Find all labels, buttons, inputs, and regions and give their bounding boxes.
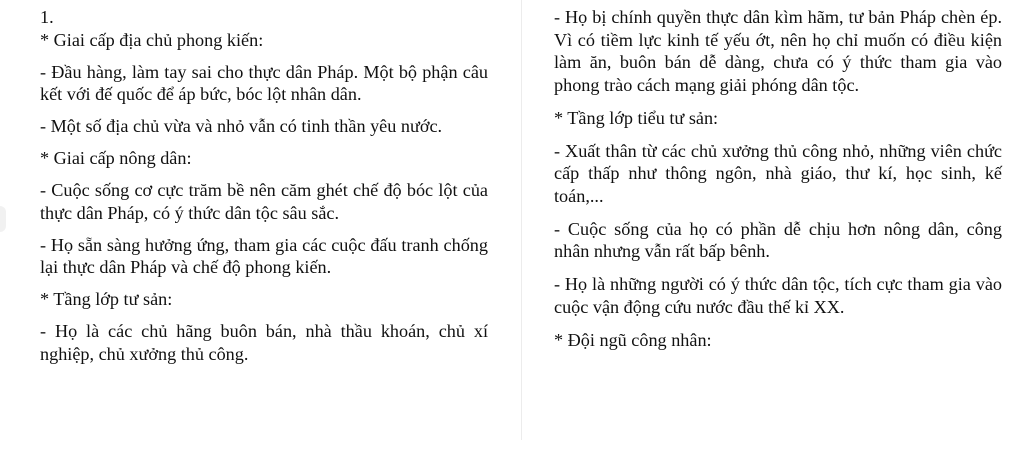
paragraph-petty-bourgeoisie-awareness: - Họ là những người có ý thức dân tộc, tích cực tham gia vào cuộc vận động cứu nước đầu thế kỉ XX. [554,274,1002,317]
paragraph-peasant-struggle: - Họ sẵn sàng hưởng ứng, tham gia các cuộc đấu tranh chống lại thực dân Pháp và chế độ phong kiến. [40,234,488,277]
paragraph-bourgeoisie-owners: - Họ là các chủ hãng buôn bán, nhà thầu khoán, chủ xí nghiệp, chủ xưởng thủ công. [40,321,488,364]
heading-working-class: * Đội ngũ công nhân: [554,329,712,350]
paragraph-bourgeoisie-suppression: - Họ bị chính quyền thực dân kìm hãm, tư bản Pháp chèn ép. Vì có tiềm lực kinh tế yếu ớt, nên họ chỉ muốn có điều kiện làm ăn, buôn bán dễ dàng, chưa có ý thức tham gia vào phong trào cách mạng giải phóng dân tộc. [554,7,1002,95]
scroll-edge-indicator [0,206,6,232]
right-column [554,6,1002,362]
section-number: 1. [40,7,54,27]
paragraph-petty-bourgeoisie-origin: - Xuất thân từ các chủ xưởng thủ công nhỏ, những viên chức cấp thấp như thông ngôn, nhà giáo, thư kí, học sinh, kế toán,... [554,140,1002,206]
paragraph-peasant-hardship: - Cuộc sống cơ cực trăm bề nên căm ghét chế độ bóc lột của thực dân Pháp, có ý thức dân tộc sâu sắc. [40,180,488,223]
heading-bourgeoisie: * Tầng lớp tư sản: [40,289,173,309]
paragraph-landlord-patriotism: - Một số địa chủ vừa và nhỏ vẫn có tinh thần yêu nước. [40,116,443,136]
heading-petty-bourgeoisie: * Tầng lớp tiểu tư sản: [554,107,719,128]
column-divider [521,0,522,440]
heading-peasant-class: * Giai cấp nông dân: [40,148,192,168]
paragraph-petty-bourgeoisie-life: - Cuộc sống của họ có phần dễ chịu hơn nông dân, công nhân nhưng vẫn rất bấp bênh. [554,218,1002,261]
heading-landlord-class: * Giai cấp địa chủ phong kiến: [40,29,264,50]
left-column [40,6,488,375]
paragraph-landlord-collaboration: - Đầu hàng, làm tay sai cho thực dân Pháp. Một bộ phận câu kết với đế quốc để áp bức, bóc lột nhân dân. [40,61,488,104]
